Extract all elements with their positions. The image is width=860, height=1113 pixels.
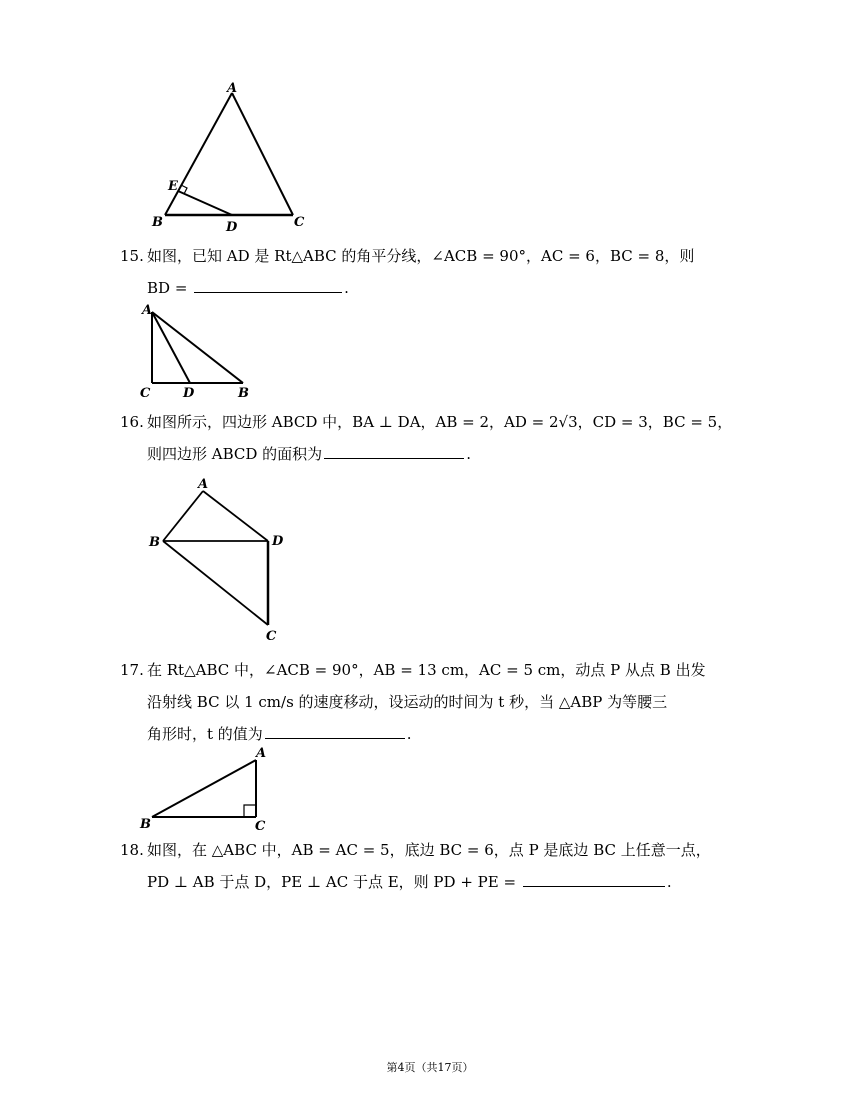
figure-q14-triangle — [140, 78, 320, 238]
q18-answer-blank[interactable] — [523, 872, 665, 887]
segment-ad — [203, 491, 268, 541]
q16-text-1: 如图所示，四边形 ABCD 中，BA ⊥ DA，AB = 2，AD = 2√3，CD = 3，BC = 5， — [147, 413, 733, 431]
figure-q14-svg — [140, 78, 320, 238]
q17-answer-blank[interactable] — [265, 724, 405, 739]
q15-text-2: BD = — [147, 279, 193, 297]
label-d: D — [226, 220, 238, 235]
segment-ab — [152, 312, 243, 383]
q15-answer-blank[interactable] — [194, 278, 342, 293]
label-b: B — [152, 215, 163, 230]
q17-line-1 — [120, 654, 706, 686]
q16-line-2 — [120, 438, 732, 470]
figure-q15-svg — [138, 300, 268, 400]
q17-number: 17. — [120, 661, 144, 679]
q18-text-2: PD ⊥ AB 于点 D，PE ⊥ AC 于点 E，则 PD + PE = — [147, 873, 521, 891]
label-d: D — [183, 386, 195, 401]
question-15 — [120, 240, 694, 304]
label-a: A — [256, 746, 267, 761]
q17-text-2: 沿射线 BC 以 1 cm/s 的速度移动，设运动的时间为 t 秒，当 △ABP 为等腰三 — [147, 693, 668, 711]
segment-de — [178, 191, 232, 215]
q18-period: . — [666, 873, 672, 891]
label-e: E — [168, 179, 178, 194]
q15-number: 15. — [120, 247, 144, 265]
segment-ab — [163, 491, 203, 541]
q18-number: 18. — [120, 841, 144, 859]
q15-text-1: 如图，已知 AD 是 Rt△ABC 的角平分线，∠ACB = 90°，AC = 6，BC = 8，则 — [147, 247, 695, 265]
right-angle-mark — [244, 805, 256, 817]
label-c: C — [255, 819, 266, 834]
label-c: C — [266, 629, 277, 644]
page-footer: 第4页（共17页） — [386, 1061, 474, 1074]
label-a: A — [227, 81, 238, 96]
q17-period: . — [406, 725, 412, 743]
q17-text-3: 角形时，t 的值为 — [147, 725, 263, 743]
q18-line-1 — [120, 834, 711, 866]
segment-ad — [152, 312, 190, 383]
label-b: B — [140, 817, 151, 832]
label-c: C — [140, 386, 151, 401]
q16-period: . — [466, 445, 471, 463]
figure-q17-svg — [138, 742, 278, 832]
label-b: B — [238, 386, 249, 401]
label-a: A — [142, 303, 153, 318]
q16-number: 16. — [120, 413, 144, 431]
segment-ab — [165, 93, 232, 215]
q17-text-1: 在 Rt△ABC 中，∠ACB = 90°，AB = 13 cm，AC = 5 cm，动点 P 从点 B 出发 — [147, 661, 706, 679]
q15-period: . — [344, 279, 349, 297]
q18-text-1: 如图，在 △ABC 中，AB = AC = 5，底边 BC = 6，点 P 是底边 BC 上任意一点， — [147, 841, 711, 859]
segment-bc — [163, 541, 268, 625]
label-c: C — [294, 215, 305, 230]
q16-answer-blank[interactable] — [324, 444, 464, 459]
label-a: A — [198, 477, 209, 492]
figure-q16-quadrilateral — [146, 474, 296, 644]
q18-line-2 — [120, 866, 711, 898]
figure-q15-triangle — [138, 300, 268, 400]
label-d: D — [272, 534, 284, 549]
figure-q16-svg — [146, 474, 296, 644]
q17-line-2 — [120, 686, 706, 718]
q16-text-2: 则四边形 ABCD 的面积为 — [147, 445, 323, 463]
figure-q17-right-triangle — [138, 742, 278, 832]
question-18 — [120, 834, 711, 898]
label-b: B — [149, 535, 160, 550]
q16-line-1 — [120, 406, 732, 438]
q15-line-1 — [120, 240, 694, 272]
question-17 — [120, 654, 706, 750]
segment-ab — [152, 760, 256, 817]
question-16 — [120, 406, 732, 470]
segment-ac — [232, 93, 293, 215]
